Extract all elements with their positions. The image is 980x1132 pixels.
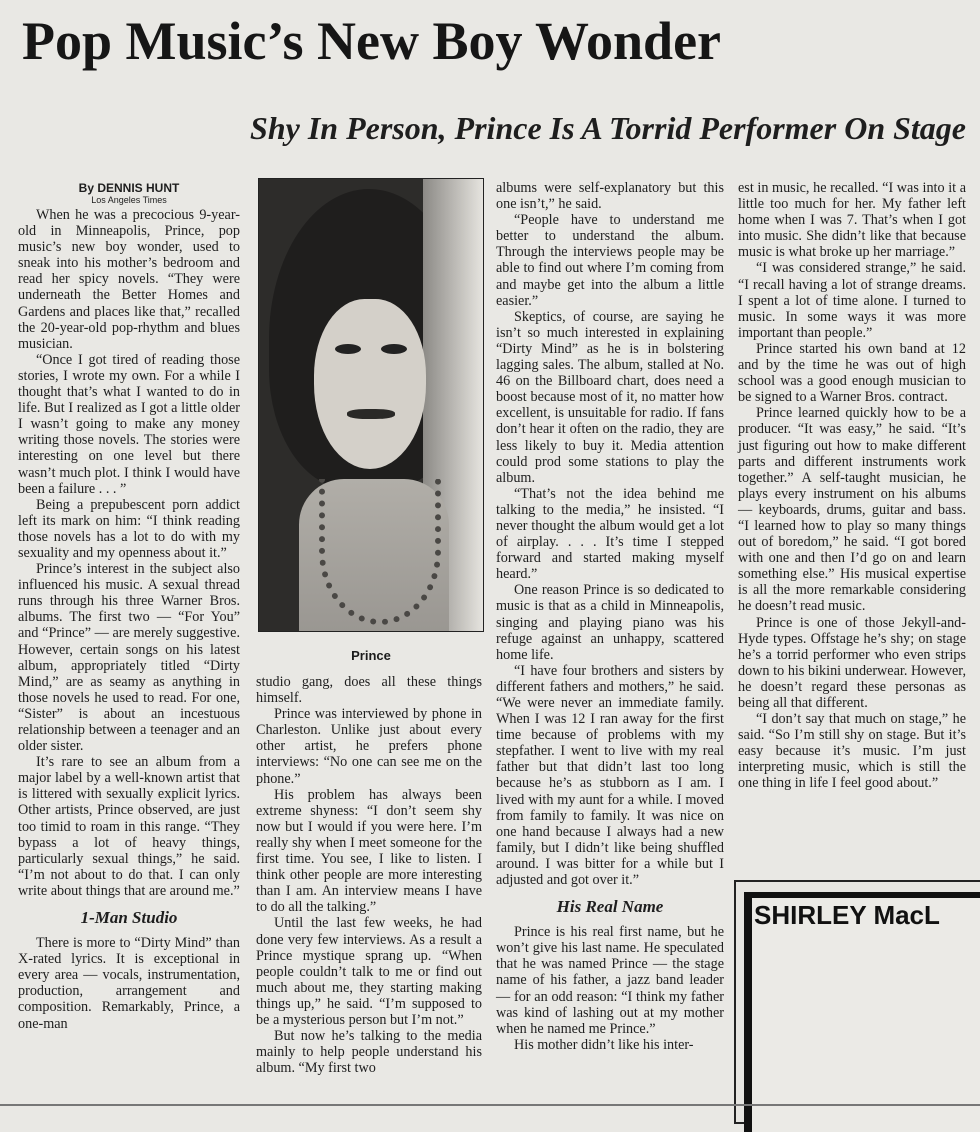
byline-source: Los Angeles Times: [91, 195, 167, 205]
paragraph: Skeptics, of course, are saying he isn’t so much interested in explaining “Dirty Mind” as he is in bolstering lagging sales. The album, stalled at No. 46 on the Billboard chart, does need a boost because most of it, no matter how excellent, is unsuitable for radio. If fans don’t hear it often on the radio, they are less likely to buy it. Media attention could prod some stations to play the album.: [496, 308, 724, 486]
paragraph: Until the last few weeks, he had done very few interviews. As a result a Prince mystique sprang up. “When people couldn’t talk to me or find out much about me, they starting making things up,” he said. “I’m supposed to be a mysterious person but I’m not.”: [256, 915, 482, 1028]
bottom-rule: [0, 1104, 980, 1106]
byline: By DENNIS HUNT: [78, 181, 180, 195]
paragraph: His problem has always been extreme shyness: “I don’t seem shy now but I would if you were here. I’m really shy when I meet someone for the first time. You see, I like to listen. I think other people are more interesting than I am. An interview means I have to do all the talking.”: [256, 786, 482, 916]
paragraph: “Once I got tired of reading those stories, I wrote my own. For a while I thought that’s what I wanted to do in life. But I realized as I got a little older I wasn’t going to make any money writing those novels. The stories were interesting on one level but there wasn’t much plot. I think I would have been a failure . . . ”: [18, 351, 240, 497]
paragraph: albums were self-explanatory but this one isn’t,” he said.: [496, 180, 724, 213]
paragraph: Being a prepubescent porn addict left its mark on him: “I think reading those novels has a lot to do with my sexuality and my openness about it.”: [18, 496, 240, 561]
article-column-3: [496, 180, 724, 1053]
paragraph: But now he’s talking to the media mainly to help people understand his album. “My first two: [256, 1028, 482, 1077]
paragraph: Prince was interviewed by phone in Charleston. Unlike just about every other artist, he prefers phone interviews: “No one can see me on the phone.”: [256, 706, 482, 787]
paragraph: “People have to understand me better to understand the album. Through the interviews people may be able to find out where I’m coming from and maybe get into the album a little easier.”: [496, 212, 724, 309]
paragraph: When he was a precocious 9-year-old in Minneapolis, Prince, pop music’s new boy wonder, used to sneak into his mother’s bedroom and read her spicy novels. “They were underneath the Better Homes and Gardens and places like that,” recalled the 20-year-old pop-rhythm and blues musician.: [18, 207, 240, 352]
paragraph: Prince’s interest in the subject also influenced his music. A sexual thread runs through his three Warner Bros. albums. The first two — “For You” and “Prince” — are merely suggestive. However, certain songs on his latest album, appropriately titled “Dirty Mind,” are as seamy as anything in those novels he used to read. For one, “Sister” is about an incestuous relationship between a teenager and an older sister.: [18, 561, 240, 755]
paragraph: “I was considered strange,” he said. “I recall having a lot of strange dreams. I spent a lot of time alone. I turned to music. In some ways it was more important than people.”: [738, 260, 966, 341]
photo-moustache: [347, 409, 395, 419]
advertisement-text: SHIRLEY MacL: [754, 900, 940, 930]
paragraph: studio gang, does all these things himself.: [256, 674, 482, 707]
paragraph: Prince started his own band at 12 and by the time he was out of high school was a good enough musician to be signed to a Warner Bros. contract.: [738, 340, 966, 406]
advertisement-box: [734, 880, 980, 1124]
paragraph: est in music, he recalled. “I was into it a little too much for her. My father left home when I was 7. That’s when I got into music. She didn’t like that because music is what broke up her marriage.”: [738, 180, 966, 261]
paragraph: “That’s not the idea behind me talking to the media,” he insisted. “I never thought the album would get a lot of airplay. . . . It’s time I stepped forward and started making myself heard.”: [496, 485, 724, 583]
paragraph: Prince is his real first name, but he won’t give his last name. He speculated that he was named Prince — the stage name of his father, a jazz band leader — for an odd reason: “I think my father was kind of lashing out at my mother when he named me Prince.”: [496, 924, 724, 1037]
article-column-2: [256, 674, 482, 1076]
article-column-4: [738, 180, 966, 792]
photo-eye-right: [381, 344, 407, 354]
photo-eye-left: [335, 344, 361, 354]
headline: Pop Music’s New Boy Wonder: [22, 11, 722, 71]
photo-necklace: [319, 479, 441, 625]
deck-subtitle: Shy In Person, Prince Is A Torrid Performer On Stage: [250, 110, 966, 146]
article-column-1: [18, 182, 240, 1032]
photo-face: [314, 299, 426, 469]
photo-caption: Prince: [351, 648, 391, 663]
paragraph: There is more to “Dirty Mind” than X-rated lyrics. It is exceptional in every area — vocals, instrumentation, production, arrangement and composition. Remarkably, Prince, a one-man: [18, 935, 240, 1032]
paragraph: One reason Prince is so dedicated to music is that as a child in Minneapolis, singing and playing piano was his refuge against an unhappy, scattered home life.: [496, 582, 724, 663]
paragraph: Prince learned quickly how to be a producer. “It was easy,” he said. “It’s just figuring out how to make different parts and different instruments work together.” A self-taught musician, he plays every instrument on his albums — keyboards, drums, guitar and bass. “I learned how to play so many things out of boredom,” he said. “I got bored with one and then I’d go on and learn something else.” His musical expertise is all the more remarkable considering he doesn’t read music.: [738, 405, 966, 615]
paragraph: His mother didn’t like his inter-: [514, 1036, 694, 1053]
prince-photo: [258, 178, 484, 632]
paragraph: “I don’t say that much on stage,” he said. “So I’m still shy on stage. But it’s easy because it’s music. I’m just interpreting music, which is still the one thing in life I feel good about.”: [738, 711, 966, 792]
subhead-one-man-studio: 1-Man Studio: [80, 908, 178, 928]
subhead-his-real-name: His Real Name: [556, 897, 664, 917]
paragraph: It’s rare to see an album from a major label by a well-known artist that is littered with sexually explicit lyrics. Other artists, Prince observed, are just too timid to roam in this range. “They bypass a lot of heavy things, particularly sexual things,” he said. “I’m not about to do that. I can only write about things that are around me.”: [18, 754, 240, 899]
paragraph: Prince is one of those Jekyll-and-Hyde types. Offstage he’s shy; on stage he’s a torrid performer who even strips down to his bikini underwear. However, he doesn’t regard these personas as being all that different.: [738, 614, 966, 711]
paragraph: “I have four brothers and sisters by different fathers and mothers,” he said. “We were never an immediate family. When I was 12 I ran away for the first time because of problems with my stepfather. I went to live with my real father but that didn’t last too long because he’s as stubborn as I am. I lived with my aunt for a while. I moved from family to family. It was nice on one hand because I always had a new family, but I didn’t like being shuffled around. I was bitter for a while but I adjusted and got over it.”: [496, 662, 724, 889]
